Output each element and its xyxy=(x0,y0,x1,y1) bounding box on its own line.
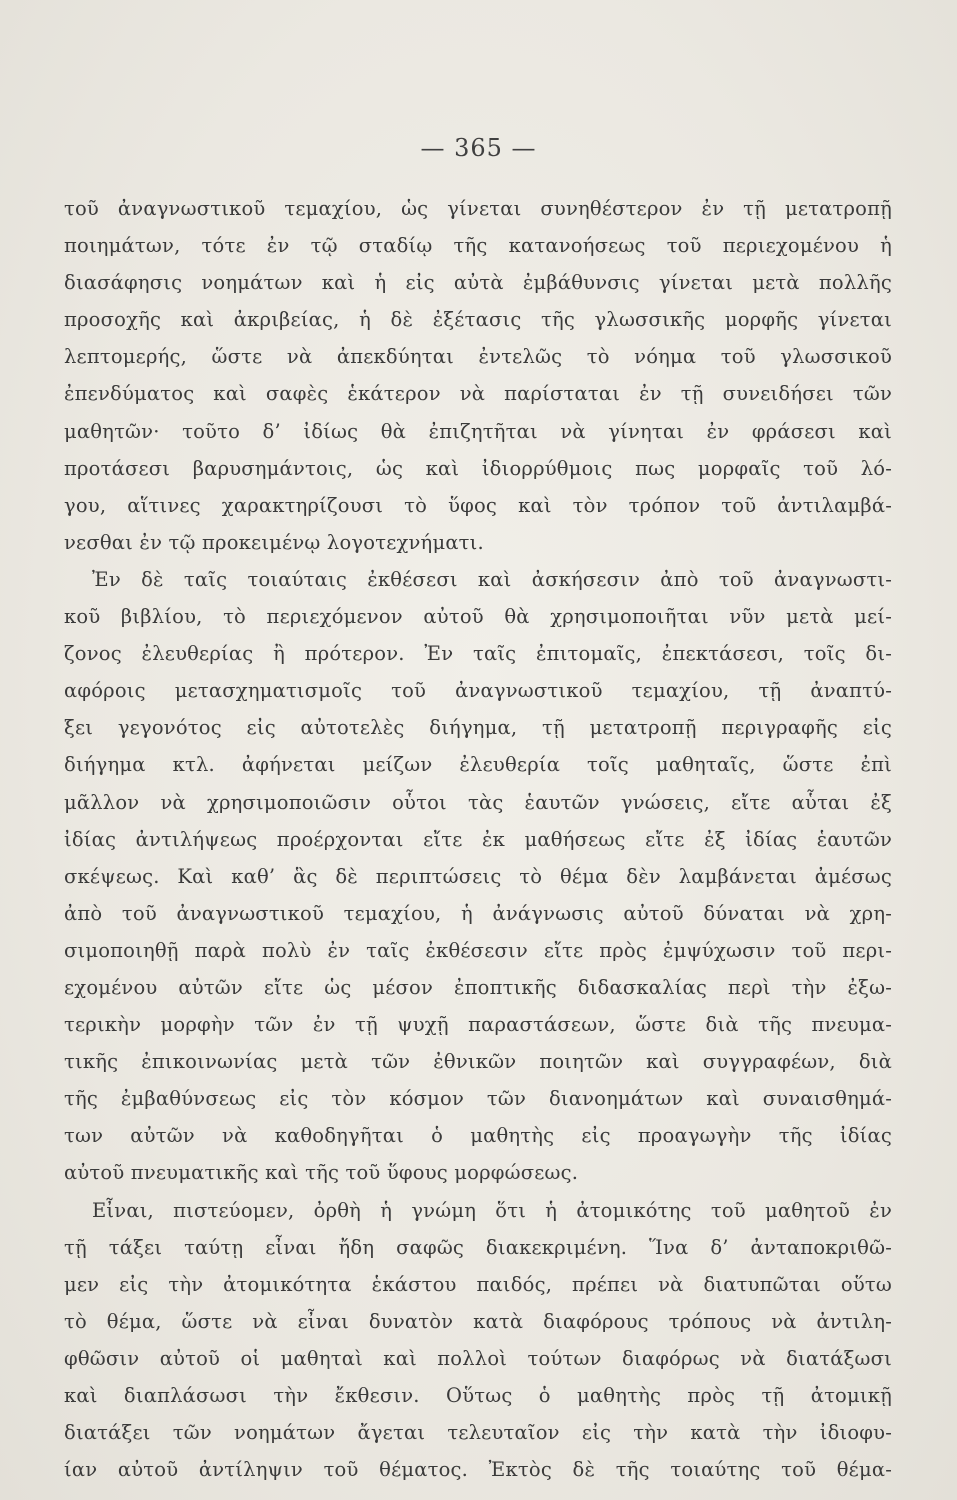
text-line: τὸ θέμα, ὥστε νὰ εἶναι δυνατὸν κατὰ διαφόρους τρόπους νὰ ἀντιλη- xyxy=(64,1309,892,1333)
text-line: φθῶσιν αὐτοῦ οἱ μαθηταὶ καὶ πολλοὶ τούτων διαφόρως νὰ διατάξωσι xyxy=(64,1346,892,1370)
text-line: ἀπὸ τοῦ ἀναγνωστικοῦ τεμαχίου, ἡ ἀνάγνωσις αὐτοῦ δύναται νὰ χρη- xyxy=(64,901,892,925)
body-text xyxy=(64,190,892,1488)
text-line: διήγημα κτλ. ἀφήνεται μείζων ἐλευθερία τοῖς μαθηταῖς, ὥστε ἐπὶ xyxy=(64,753,892,777)
text-line: ξει γεγονότος εἰς αὐτοτελὲς διήγημα, τῇ μετατροπῇ περιγραφῆς εἰς xyxy=(64,716,892,740)
text-line: σιμοποιηθῇ παρὰ πολὺ ἐν ταῖς ἐκθέσεσιν εἴτε πρὸς ἐμψύχωσιν τοῦ περι- xyxy=(64,938,892,962)
text-line: ἰδίας ἀντιλήψεως προέρχονται εἴτε ἐκ μαθήσεως εἴτε ἐξ ἰδίας ἑαυτῶν xyxy=(64,827,892,851)
text-line: ποιημάτων, τότε ἐν τῷ σταδίῳ τῆς κατανοήσεως τοῦ περιεχομένου ἡ xyxy=(64,234,892,258)
text-line: διατάξει τῶν νοημάτων ἄγεται τελευταῖον εἰς τὴν κατὰ τὴν ἰδιοφυ- xyxy=(64,1421,892,1445)
text-line: τῆς ἐμβαθύνσεως εἰς τὸν κόσμον τῶν διανοημάτων καὶ συναισθημά- xyxy=(64,1087,892,1111)
text-line: κοῦ βιβλίου, τὸ περιεχόμενον αὐτοῦ θὰ χρησιμοποιῆται νῦν μετὰ μεί- xyxy=(64,605,892,629)
text-line: τερικὴν μορφὴν τῶν ἐν τῇ ψυχῇ παραστάσεων, ὥστε διὰ τῆς πνευμα- xyxy=(64,1013,892,1037)
text-line: τικῆς ἐπικοινωνίας μετὰ τῶν ἐθνικῶν ποιητῶν καὶ συγγραφέων, διὰ xyxy=(64,1050,892,1074)
text-line: γου, αἵτινες χαρακτηρίζουσι τὸ ὕφος καὶ τὸν τρόπον τοῦ ἀντιλαμβά- xyxy=(64,493,892,517)
text-line: προσοχῆς καὶ ἀκριβείας, ἡ δὲ ἐξέτασις τῆς γλωσσικῆς μορφῆς γίνεται xyxy=(64,308,892,332)
text-line: μαθητῶν· τοῦτο δ’ ἰδίως θὰ ἐπιζητῆται νὰ γίνηται ἐν φράσεσι καὶ xyxy=(64,419,892,443)
text-line: λεπτομερής, ὥστε νὰ ἀπεκδύηται ἐντελῶς τὸ νόημα τοῦ γλωσσικοῦ xyxy=(64,345,892,369)
text-line: εχομένου αὐτῶν εἴτε ὡς μέσον ἐποπτικῆς διδασκαλίας περὶ τὴν ἐξω- xyxy=(64,975,892,999)
text-line: νεσθαι ἐν τῷ προκειμένῳ λογοτεχνήματι. xyxy=(64,530,484,554)
page-number: — 365 — xyxy=(420,134,537,162)
text-line: τῇ τάξει ταύτῃ εἶναι ἤδη σαφῶς διακεκριμένη. Ἵνα δ’ ἀνταποκριθῶ- xyxy=(64,1235,892,1259)
text-line: Ἐν δὲ ταῖς τοιαύταις ἐκθέσεσι καὶ ἀσκήσεσιν ἀπὸ τοῦ ἀναγνωστι- xyxy=(92,567,892,591)
text-line: διασάφησις νοημάτων καὶ ἡ εἰς αὐτὰ ἐμβάθυνσις γίνεται μετὰ πολλῆς xyxy=(64,271,892,295)
text-line: ίαν αὐτοῦ ἀντίληψιν τοῦ θέματος. Ἐκτὸς δὲ τῆς τοιαύτης τοῦ θέμα- xyxy=(64,1458,892,1482)
text-line: ζονος ἐλευθερίας ἢ πρότερον. Ἐν ταῖς ἐπιτομαῖς, ἐπεκτάσεσι, τοῖς δι- xyxy=(64,642,892,666)
text-line: σκέψεως. Καὶ καθ’ ἃς δὲ περιπτώσεις τὸ θέμα δὲν λαμβάνεται ἀμέσως xyxy=(64,864,892,888)
text-line: αφόροις μετασχηματισμοῖς τοῦ ἀναγνωστικοῦ τεμαχίου, τῇ ἀναπτύ- xyxy=(64,679,892,703)
text-line: Εἶναι, πιστεύομεν, ὀρθὴ ἡ γνώμη ὅτι ἡ ἀτομικότης τοῦ μαθητοῦ ἐν xyxy=(92,1198,892,1222)
text-line: μεν εἰς τὴν ἀτομικότητα ἑκάστου παιδός, πρέπει νὰ διατυπῶται οὕτω xyxy=(64,1272,892,1296)
text-line: των αὐτῶν νὰ καθοδηγῆται ὁ μαθητὴς εἰς προαγωγὴν τῆς ἰδίας xyxy=(64,1124,892,1148)
text-line: αὐτοῦ πνευματικῆς καὶ τῆς τοῦ ὕφους μορφώσεως. xyxy=(64,1161,579,1185)
text-line: μᾶλλον νὰ χρησιμοποιῶσιν οὗτοι τὰς ἑαυτῶν γνώσεις, εἴτε αὗται ἐξ xyxy=(64,790,892,814)
text-line: προτάσεσι βαρυσημάντοις, ὡς καὶ ἰδιορρύθμοις πως μορφαῖς τοῦ λό- xyxy=(64,456,892,480)
text-line: ἐπενδύματος καὶ σαφὲς ἑκάτερον νὰ παρίσταται ἐν τῇ συνειδήσει τῶν xyxy=(64,382,892,406)
text-line: τοῦ ἀναγνωστικοῦ τεμαχίου, ὡς γίνεται συνηθέστερον ἐν τῇ μετατροπῇ xyxy=(64,197,892,220)
text-line: καὶ διαπλάσωσι τὴν ἔκθεσιν. Οὕτως ὁ μαθητὴς πρὸς τῇ ἀτομικῇ xyxy=(64,1384,892,1407)
